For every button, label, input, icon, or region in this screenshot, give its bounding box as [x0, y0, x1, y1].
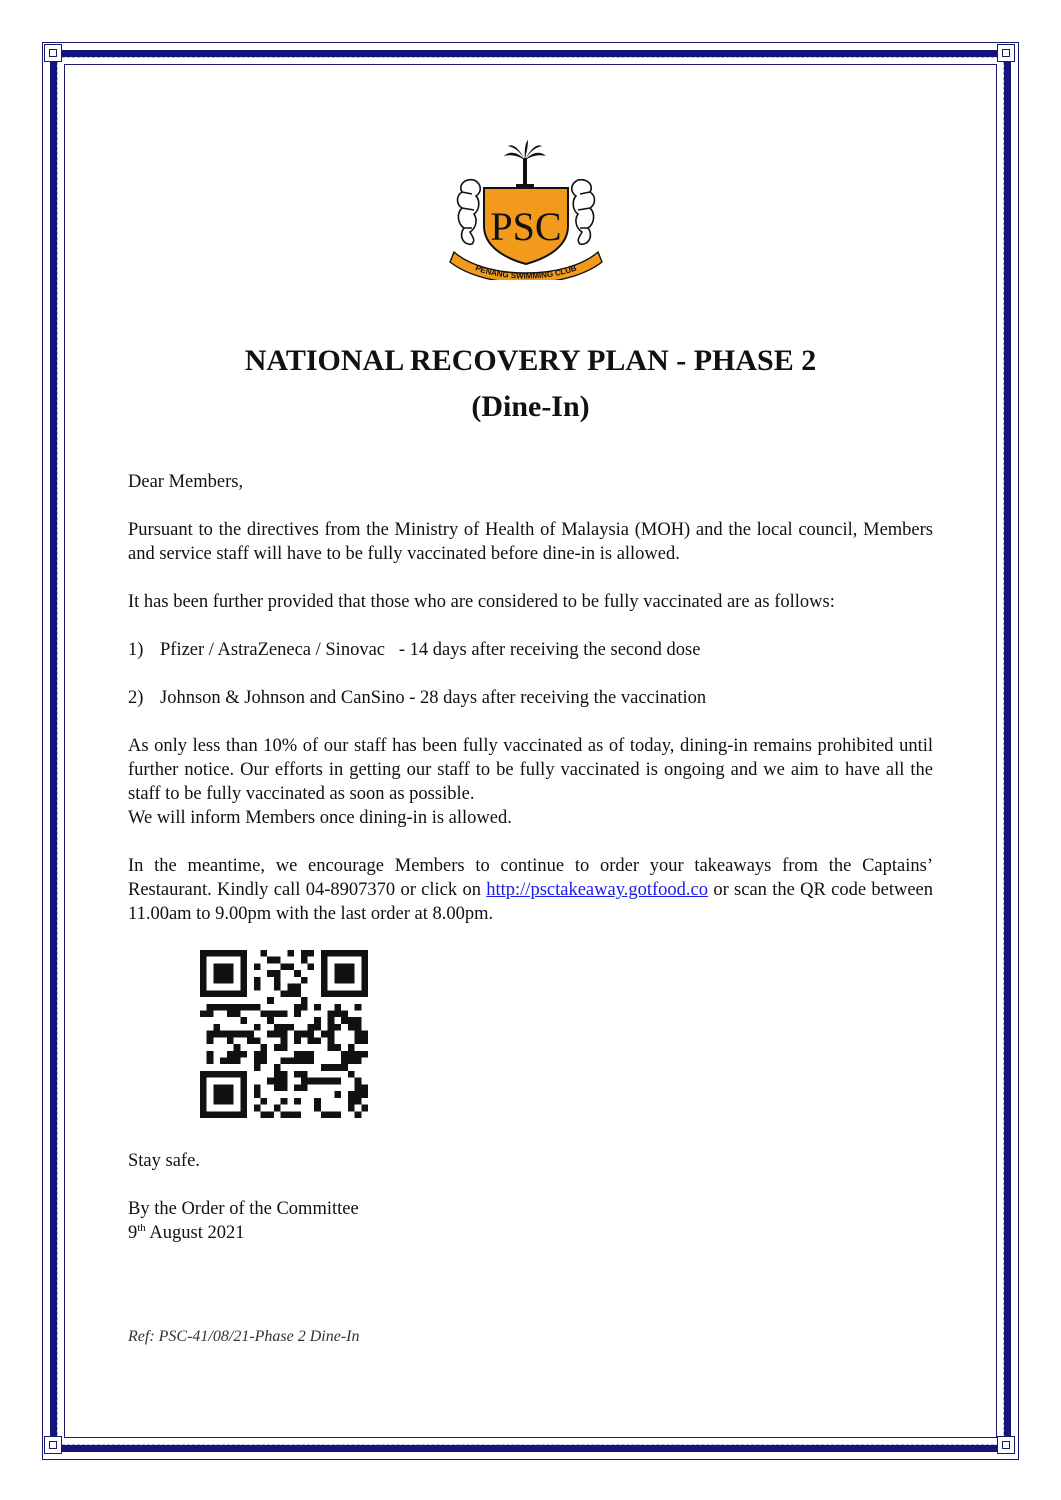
qr-module [274, 1044, 281, 1051]
paragraph-inform: We will inform Members once dining-in is allowed. [128, 808, 512, 828]
corner-ornament [991, 38, 1023, 70]
qr-module [267, 970, 274, 977]
qr-module [301, 997, 308, 1004]
qr-module [254, 1105, 261, 1112]
qr-module [308, 1078, 315, 1085]
qr-module [355, 1051, 362, 1058]
qr-module [348, 1017, 355, 1024]
qr-module [287, 950, 294, 957]
qr-module [314, 1024, 321, 1031]
qr-module [281, 1071, 288, 1078]
qr-module [334, 1004, 341, 1011]
palm-tree-icon [504, 140, 546, 187]
logo-initials: PSC [490, 204, 562, 249]
qr-module [254, 977, 261, 984]
date-rest: August 2021 [145, 1223, 245, 1243]
qr-module [294, 1058, 301, 1065]
qr-module [207, 1037, 214, 1044]
qr-module [254, 984, 261, 991]
qr-module [361, 1037, 368, 1044]
qr-module [234, 1051, 241, 1058]
qr-module [240, 1031, 247, 1038]
qr-module [361, 1051, 368, 1058]
qr-module [227, 1031, 234, 1038]
closing-text: Stay safe. [128, 1151, 200, 1171]
qr-module [341, 1051, 348, 1058]
qr-module [260, 950, 267, 957]
qr-module [341, 1010, 348, 1017]
qr-module [227, 1010, 234, 1017]
qr-module [274, 1078, 281, 1085]
qr-module [287, 1058, 294, 1065]
qr-module [355, 1111, 362, 1118]
qr-module [334, 1091, 341, 1098]
qr-module [200, 1010, 207, 1017]
qr-module [334, 1044, 341, 1051]
qr-module [274, 957, 281, 964]
qr-module [274, 1084, 281, 1091]
qr-module [294, 970, 301, 977]
qr-module [301, 957, 308, 964]
qr-module [294, 1010, 301, 1017]
qr-module [308, 950, 315, 957]
qr-module [254, 1051, 261, 1058]
qr-module [328, 1078, 335, 1085]
qr-module [254, 1091, 261, 1098]
seahorse-icon [572, 180, 595, 245]
takeaway-text: In the meantime, we encourage Members to continue to order your takeaways from the Captains’ Restaurant. Kindly call 04-8907370 or click on [128, 856, 933, 900]
qr-module [294, 984, 301, 991]
notice-title-block [0, 343, 1061, 425]
qr-module [361, 1031, 368, 1038]
qr-module [260, 1111, 267, 1118]
qr-module [287, 1111, 294, 1118]
qr-module [328, 1017, 335, 1024]
qr-module [308, 1051, 315, 1058]
qr-module [301, 1071, 308, 1078]
qr-module [207, 1010, 214, 1017]
qr-module [294, 1098, 301, 1105]
list-item [128, 686, 933, 710]
qr-module [355, 1024, 362, 1031]
qr-module [355, 1037, 362, 1044]
qr-module [355, 1004, 362, 1011]
qr-module [334, 963, 354, 983]
qr-module [308, 963, 315, 970]
list-number: 1) [128, 640, 144, 660]
qr-module [328, 1024, 335, 1031]
qr-module [301, 1031, 308, 1038]
qr-module [281, 1078, 288, 1085]
qr-module [254, 1004, 261, 1011]
qr-module [334, 1078, 341, 1085]
corner-ornament [38, 38, 70, 70]
qr-module [294, 1071, 301, 1078]
qr-module [294, 1037, 301, 1044]
qr-module [321, 1111, 328, 1118]
corner-ornament [991, 1430, 1023, 1462]
qr-module [301, 1051, 308, 1058]
qr-module [348, 1098, 355, 1105]
corner-ornament [38, 1430, 70, 1462]
qr-module [314, 1037, 321, 1044]
qr-module [287, 984, 294, 991]
qr-module [207, 1004, 214, 1011]
qr-module [254, 963, 261, 970]
qr-module [321, 1031, 328, 1038]
qr-module [361, 1105, 368, 1112]
qr-module [281, 963, 288, 970]
qr-module [234, 1044, 241, 1051]
qr-module [287, 963, 294, 970]
qr-module [247, 1037, 254, 1044]
qr-module [267, 1010, 274, 1017]
qr-module [213, 1031, 220, 1038]
qr-module [301, 977, 308, 984]
qr-module [355, 1058, 362, 1065]
qr-module [355, 1031, 362, 1038]
date-day: 9 [128, 1223, 138, 1243]
qr-module [281, 1024, 288, 1031]
qr-module [294, 990, 301, 997]
qr-module [260, 1058, 267, 1065]
qr-module [220, 1004, 227, 1011]
qr-module [321, 1064, 328, 1071]
qr-module [207, 1051, 214, 1058]
qr-module [267, 957, 274, 964]
qr-module [274, 1024, 281, 1031]
paragraph-takeaway [128, 854, 933, 926]
list-text: Pfizer / AstraZeneca / Sinovac - 14 days after receiving the second dose [160, 640, 701, 660]
notice-body [128, 470, 933, 1349]
qr-module [294, 1031, 301, 1038]
signature-line: By the Order of the Committee [128, 1199, 359, 1219]
qr-module [213, 1084, 233, 1104]
qr-module [213, 1024, 220, 1031]
qr-module [254, 1024, 261, 1031]
list-text: Johnson & Johnson and CanSino - 28 days after receiving the vaccination [160, 688, 707, 708]
reference-number: Ref: PSC-41/08/21-Phase 2 Dine-In [128, 1328, 360, 1345]
qr-module [281, 1058, 288, 1065]
paragraph-criteria: It has been further provided that those who are considered to be fully vaccinated are as follows: [128, 592, 835, 612]
qr-module [314, 1017, 321, 1024]
qr-module [348, 1071, 355, 1078]
list-number: 2) [128, 688, 144, 708]
qr-module [348, 1024, 355, 1031]
qr-module [207, 1031, 214, 1038]
qr-module [227, 1051, 234, 1058]
paragraph-directive: Pursuant to the directives from the Ministry of Health of Malaysia (MOH) and the local council, Members and service staff will have to be fully vaccinated before dine-in is allowed. [128, 520, 933, 564]
qr-module [328, 1037, 335, 1044]
qr-module [234, 1010, 241, 1017]
qr-module [341, 1058, 348, 1065]
qr-module [220, 1058, 227, 1065]
salutation: Dear Members, [128, 472, 244, 492]
qr-module [281, 1084, 288, 1091]
takeaway-link[interactable]: http://psctakeaway.gotfood.co [486, 880, 709, 900]
club-logo [446, 140, 606, 280]
qr-module [341, 1017, 348, 1024]
paragraph-status: As only less than 10% of our staff has been fully vaccinated as of today, dining-in remains prohibited until further notice. Our efforts in getting our staff to be fully vaccinated is ongoing and we aim to have all the staff to be fully vaccinated as soon as possible. [128, 736, 933, 804]
qr-module [227, 1004, 234, 1011]
qr-module [361, 1091, 368, 1098]
qr-module [274, 977, 281, 984]
qr-module [247, 1031, 254, 1038]
qr-module [301, 1004, 308, 1011]
qr-module [267, 1111, 274, 1118]
qr-module [234, 1004, 241, 1011]
qr-module [234, 1031, 241, 1038]
qr-module [267, 1017, 274, 1024]
qr-code[interactable] [200, 950, 368, 1118]
logo-ribbon-text: PENANG SWIMMING CLUB [474, 263, 578, 280]
qr-module [260, 1051, 267, 1058]
qr-module [274, 984, 281, 991]
seahorse-icon [458, 180, 481, 245]
qr-module [348, 1058, 355, 1065]
page-title: NATIONAL RECOVERY PLAN - PHASE 2 [244, 344, 817, 377]
qr-module [348, 1091, 355, 1098]
qr-module [267, 997, 274, 1004]
qr-module [294, 1004, 301, 1011]
qr-module [301, 1084, 308, 1091]
qr-module [361, 1084, 368, 1091]
qr-module [234, 1058, 241, 1065]
qr-module [314, 1078, 321, 1085]
qr-module [247, 1004, 254, 1011]
takeaway-text-end: or scan the QR code between 11.00am to 9.00pm with the last order at 8.00pm. [128, 880, 933, 924]
qr-module [281, 1044, 288, 1051]
qr-module [328, 1044, 335, 1051]
qr-module [260, 1010, 267, 1017]
qr-module [314, 1098, 321, 1105]
qr-module [274, 970, 281, 977]
qr-module [254, 1064, 261, 1071]
qr-module [301, 1078, 308, 1085]
qr-module [281, 1037, 288, 1044]
qr-module [314, 1105, 321, 1112]
qr-module [294, 1051, 301, 1058]
qr-module [341, 1064, 348, 1071]
qr-module [220, 1031, 227, 1038]
qr-module [308, 1031, 315, 1038]
qr-module [281, 1010, 288, 1017]
qr-module [254, 1037, 261, 1044]
qr-module [301, 950, 308, 957]
date-suffix: th [137, 1221, 146, 1234]
qr-module [281, 990, 288, 997]
qr-module [274, 1010, 281, 1017]
qr-module [328, 1031, 335, 1038]
qr-module [254, 1084, 261, 1091]
qr-module [301, 1058, 308, 1065]
qr-module [321, 1078, 328, 1085]
list-item [128, 638, 933, 662]
qr-module [294, 1084, 301, 1091]
qr-module [240, 1051, 247, 1058]
qr-module [355, 1084, 362, 1091]
qr-module [328, 1010, 335, 1017]
qr-module [274, 1105, 281, 1112]
qr-module [267, 1031, 274, 1038]
qr-module [213, 1004, 220, 1011]
qr-module [227, 1037, 234, 1044]
qr-module [308, 1058, 315, 1065]
qr-module [267, 1078, 274, 1085]
qr-module [254, 1058, 261, 1065]
qr-module [274, 1071, 281, 1078]
qr-module [281, 1111, 288, 1118]
qr-module [348, 1105, 355, 1112]
qr-module [308, 1037, 315, 1044]
qr-module [355, 1078, 362, 1085]
qr-module [355, 1017, 362, 1024]
qr-module [260, 1044, 267, 1051]
qr-module [348, 1044, 355, 1051]
qr-module [308, 1024, 315, 1031]
qr-module [274, 1031, 281, 1038]
qr-module [240, 1004, 247, 1011]
qr-module [274, 1064, 281, 1071]
notice-date [128, 1221, 933, 1245]
qr-module [348, 1051, 355, 1058]
qr-module [294, 1111, 301, 1118]
qr-module [328, 1064, 335, 1071]
qr-module [355, 1091, 362, 1098]
qr-module [334, 1024, 341, 1031]
qr-module [281, 1098, 288, 1105]
qr-module [287, 1024, 294, 1031]
qr-module [281, 1031, 288, 1038]
qr-module [334, 1010, 341, 1017]
page-subtitle: (Dine-In) [471, 390, 590, 423]
qr-module [227, 1058, 234, 1065]
qr-module [213, 963, 233, 983]
qr-module [207, 1058, 214, 1065]
qr-module [355, 1098, 362, 1105]
qr-module [334, 1064, 341, 1071]
qr-module [287, 990, 294, 997]
qr-module [240, 1017, 247, 1024]
qr-module [334, 1111, 341, 1118]
qr-module [260, 1098, 267, 1105]
qr-module [328, 1111, 335, 1118]
qr-module [314, 1004, 321, 1011]
